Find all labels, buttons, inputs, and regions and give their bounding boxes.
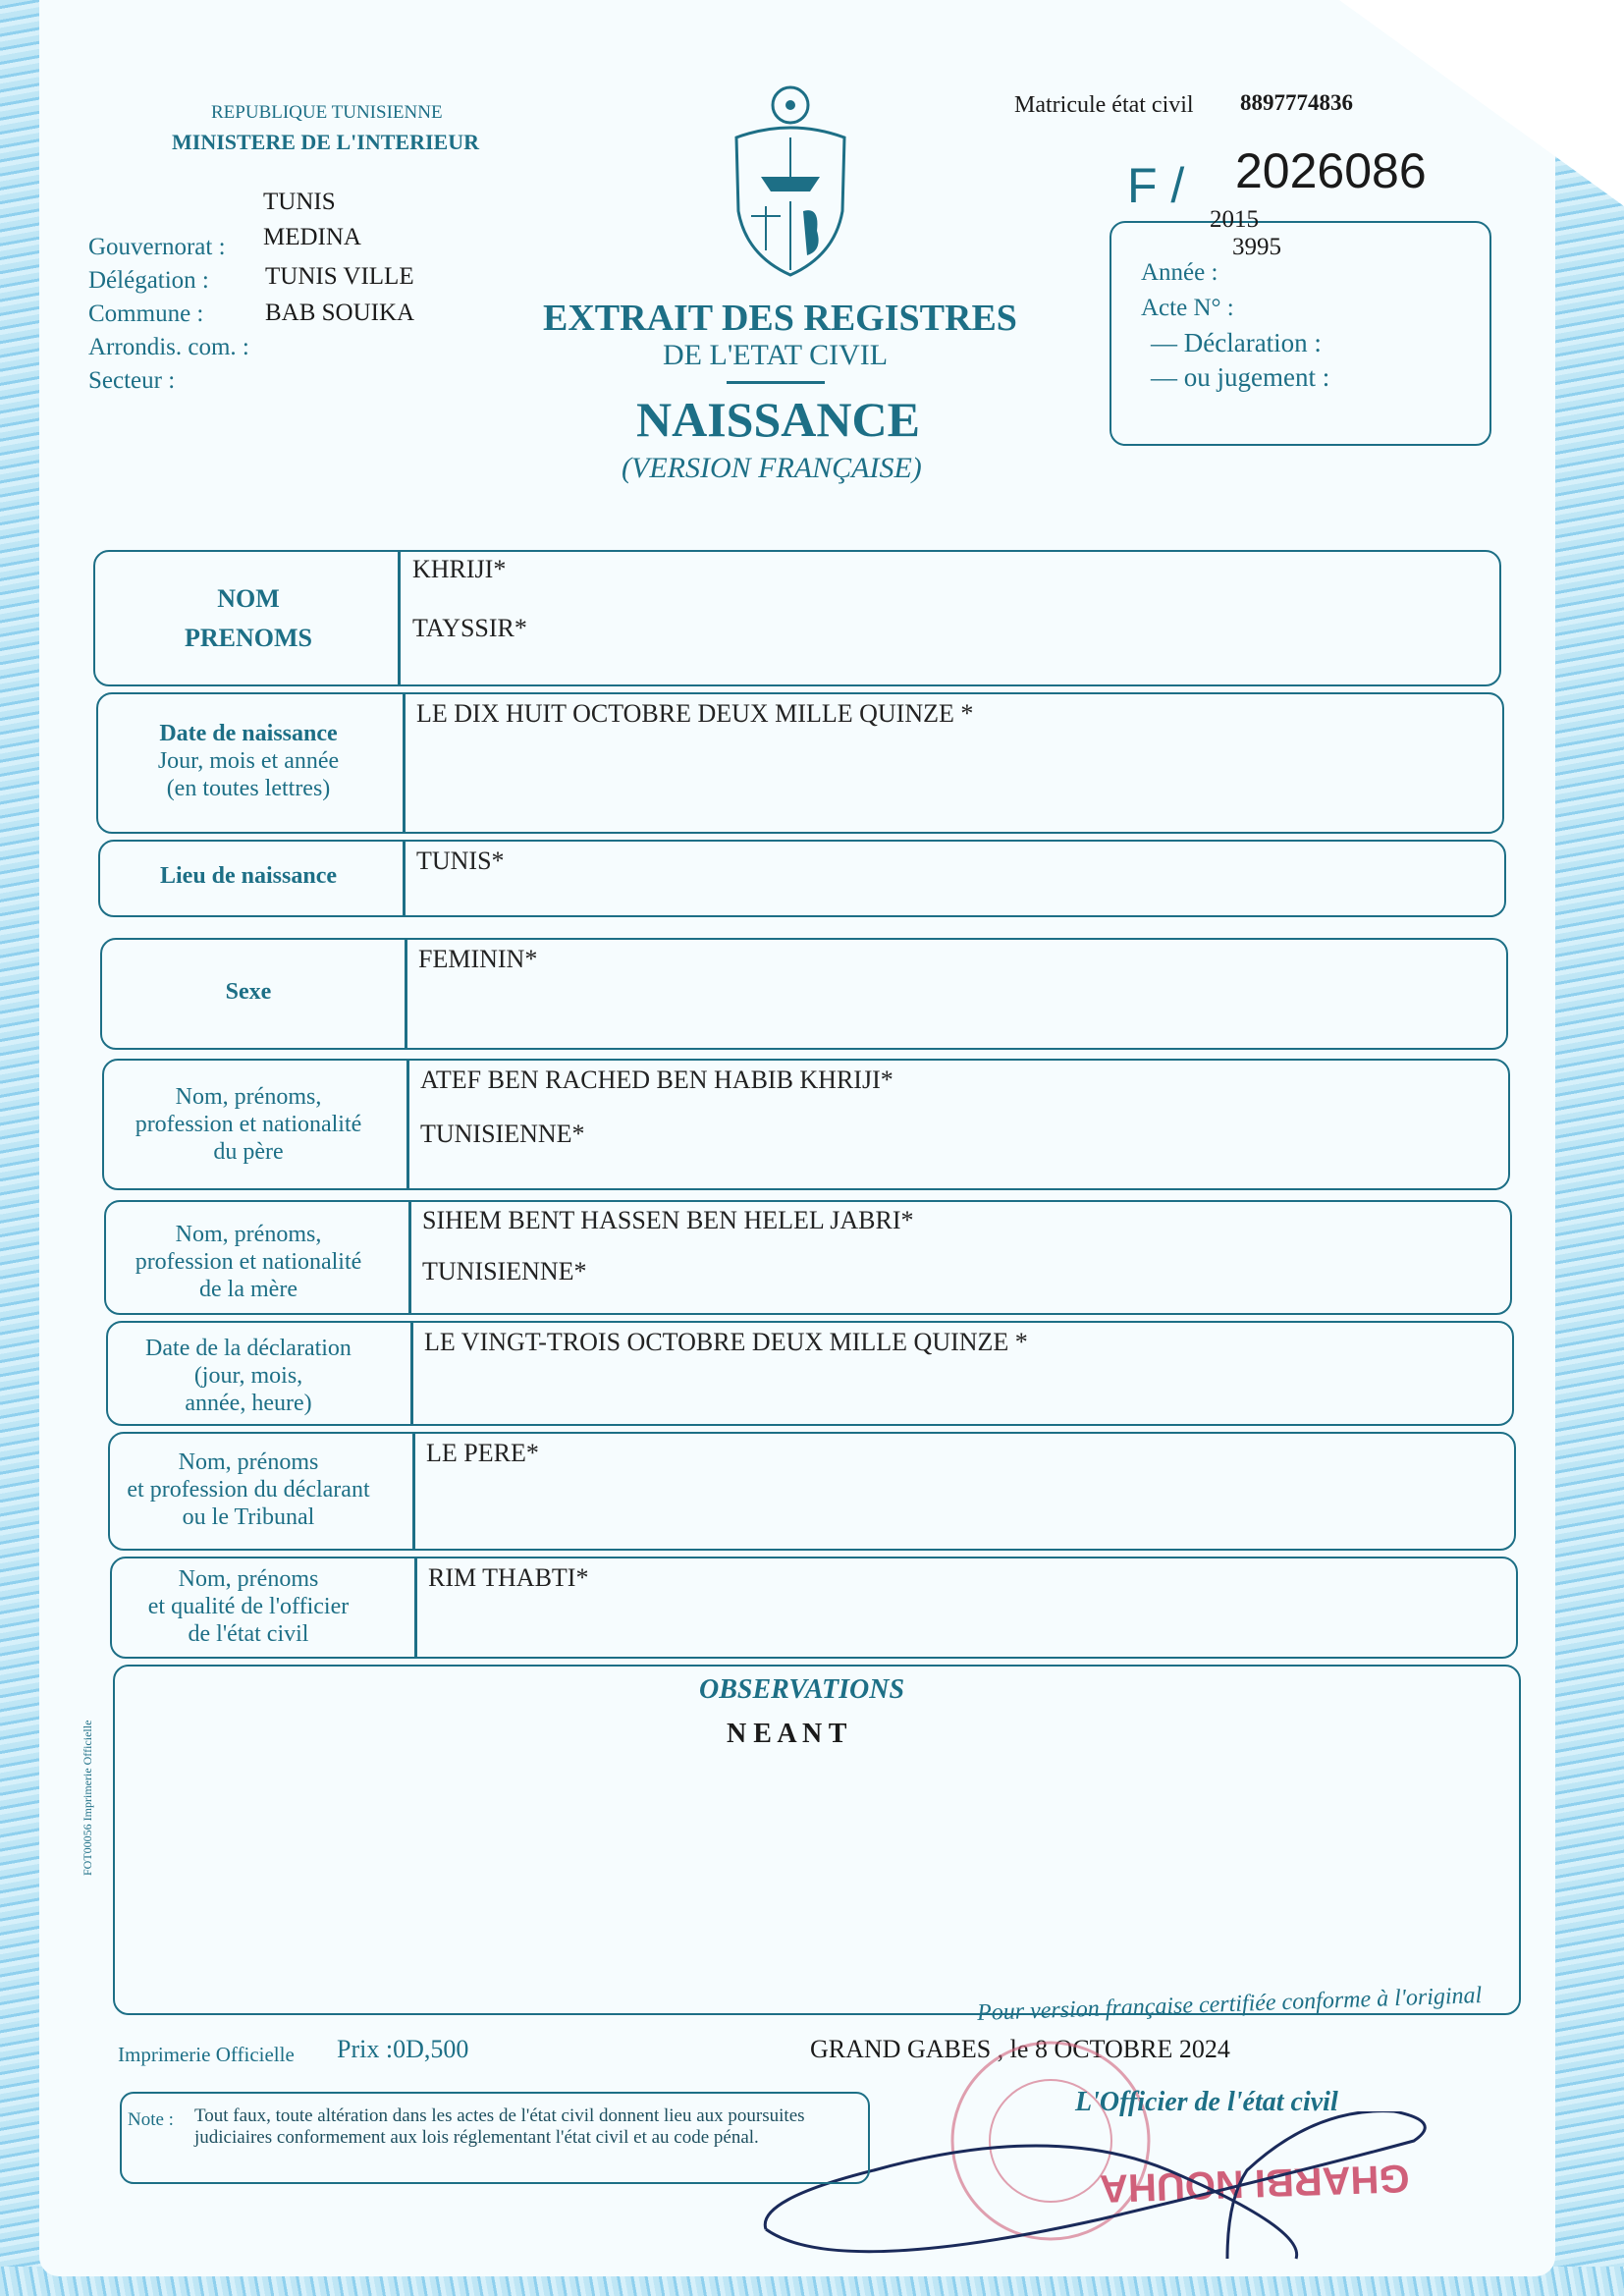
declaration-label: — Déclaration : [1151, 328, 1322, 357]
officer-title: L'Officier de l'état civil [1075, 2087, 1338, 2117]
father-label [96, 1070, 401, 1178]
column-divider [410, 1321, 413, 1424]
acte-label: Acte N° : [1141, 295, 1234, 321]
commune-value: BAB SOUIKA [265, 300, 415, 326]
nom-label: NOM [217, 584, 280, 613]
arrondis-label: Arrondis. com. : [88, 334, 249, 360]
father-label-2: profession et nationalité [135, 1112, 362, 1137]
declaration-date-value: LE VINGT-TROIS OCTOBRE DEUX MILLE QUINZE * [424, 1328, 1028, 1356]
security-border-right [1550, 0, 1624, 2296]
declarant-label [96, 1446, 401, 1534]
observations-value: N E A N T [727, 1719, 847, 1749]
column-divider [408, 1200, 411, 1313]
delegation-value: TUNIS VILLE [265, 263, 414, 290]
acte-value: 3995 [1232, 234, 1281, 260]
place-date: GRAND GABES , le 8 OCTOBRE 2024 [810, 2035, 1230, 2063]
title-line1: EXTRAIT DES REGISTRES [543, 298, 1017, 339]
officer-value: RIM THABTI* [428, 1563, 589, 1592]
sex-value: FEMININ* [418, 945, 538, 973]
column-divider [406, 1059, 409, 1188]
birthdate-label [96, 712, 401, 810]
printer-label: Imprimerie Officielle [118, 2043, 295, 2066]
prenoms-value: TAYSSIR* [412, 614, 527, 642]
stamp-name: GHARBI NOUHA [1099, 2156, 1411, 2211]
note-text: Tout faux, toute altération dans les actes de l'état civil donnent lieu aux poursuites judiciaires conformement aux lois réglementant l'état civil et au code pénal. [194, 2105, 805, 2148]
matricule-value: 8897774836 [1240, 90, 1353, 115]
matricule-label: Matricule état civil [1014, 92, 1194, 118]
certified-label: Pour version française certifiée conforme à l'original [976, 1983, 1483, 2026]
declarant-value: LE PERE* [426, 1439, 539, 1467]
father-nationality: TUNISIENNE* [420, 1120, 585, 1148]
birthdate-sub1: Jour, mois et année [157, 748, 340, 774]
serial-number: 2026086 [1235, 143, 1427, 198]
officer-label [96, 1563, 401, 1650]
annee-label: Année : [1141, 259, 1218, 286]
title-line2: DE L'ETAT CIVIL [663, 339, 889, 371]
decl-date-label-1: Date de la déclaration [145, 1335, 352, 1361]
column-divider [405, 938, 407, 1048]
nom-value: KHRIJI* [412, 555, 507, 583]
father-label-3: du père [213, 1139, 284, 1165]
birthdate-sub2: (en toutes lettres) [166, 776, 331, 801]
prenoms-label: PRENOMS [185, 624, 312, 652]
declarant-label-1: Nom, prénoms [178, 1449, 319, 1475]
mother-label-1: Nom, prénoms, [175, 1222, 322, 1247]
birthplace-value: TUNIS* [416, 847, 505, 875]
mother-label-3: de la mère [199, 1277, 298, 1302]
observations-label: OBSERVATIONS [699, 1674, 905, 1705]
side-imprint: FOT00056 Imprimerie Officielle [81, 1720, 94, 1876]
observations-box [113, 1665, 1521, 2015]
father-name: ATEF BEN RACHED BEN HABIB KHRIJI* [420, 1066, 893, 1094]
father-label-1: Nom, prénoms, [175, 1084, 322, 1110]
serial-prefix: F / [1127, 158, 1185, 213]
name-label [96, 574, 401, 663]
declarant-label-2: et profession du déclarant [127, 1477, 370, 1503]
note-label: Note : [128, 2109, 174, 2130]
decl-date-label-2: (jour, mois, [193, 1362, 303, 1389]
officer-label-2: et qualité de l'officier [147, 1594, 350, 1619]
officer-label-1: Nom, prénoms [178, 1566, 319, 1592]
top-location: TUNIS [263, 189, 336, 215]
mother-name: SIHEM BENT HASSEN BEN HELEL JABRI* [422, 1206, 914, 1234]
gouvernorat-value: MEDINA [263, 224, 361, 250]
title-version: (VERSION FRANÇAISE) [622, 452, 922, 484]
officer-label-3: de l'état civil [188, 1621, 309, 1647]
mother-nationality: TUNISIENNE* [422, 1257, 587, 1285]
republic-label: REPUBLIQUE TUNISIENNE [211, 102, 443, 123]
ministry-label: MINISTERE DE L'INTERIEUR [172, 130, 479, 154]
column-divider [403, 840, 406, 915]
delegation-label: Délégation : [88, 267, 209, 294]
gouvernorat-label: Gouvernorat : [88, 234, 226, 260]
mother-label-2: profession et nationalité [135, 1249, 362, 1275]
annee-value: 2015 [1210, 206, 1259, 233]
sex-label: Sexe [225, 979, 272, 1005]
column-divider [412, 1432, 415, 1549]
column-divider [414, 1557, 417, 1657]
decl-date-label-3: année, heure) [185, 1390, 312, 1416]
column-divider [403, 692, 406, 832]
declarant-label-3: ou le Tribunal [182, 1504, 315, 1530]
mother-label [96, 1213, 401, 1311]
title-rule [727, 381, 825, 384]
commune-label: Commune : [88, 301, 204, 327]
birthdate-title: Date de naissance [159, 721, 338, 746]
title-main: NAISSANCE [636, 392, 920, 447]
declaration-date-label [96, 1334, 401, 1417]
secteur-label: Secteur : [88, 367, 176, 394]
jugement-label: — ou jugement : [1151, 362, 1330, 392]
birthplace-label: Lieu de naissance [159, 863, 338, 889]
price-label: Prix :0D,500 [337, 2035, 469, 2063]
coat-of-arms-icon [727, 83, 854, 280]
birthdate-value: LE DIX HUIT OCTOBRE DEUX MILLE QUINZE * [416, 699, 974, 728]
